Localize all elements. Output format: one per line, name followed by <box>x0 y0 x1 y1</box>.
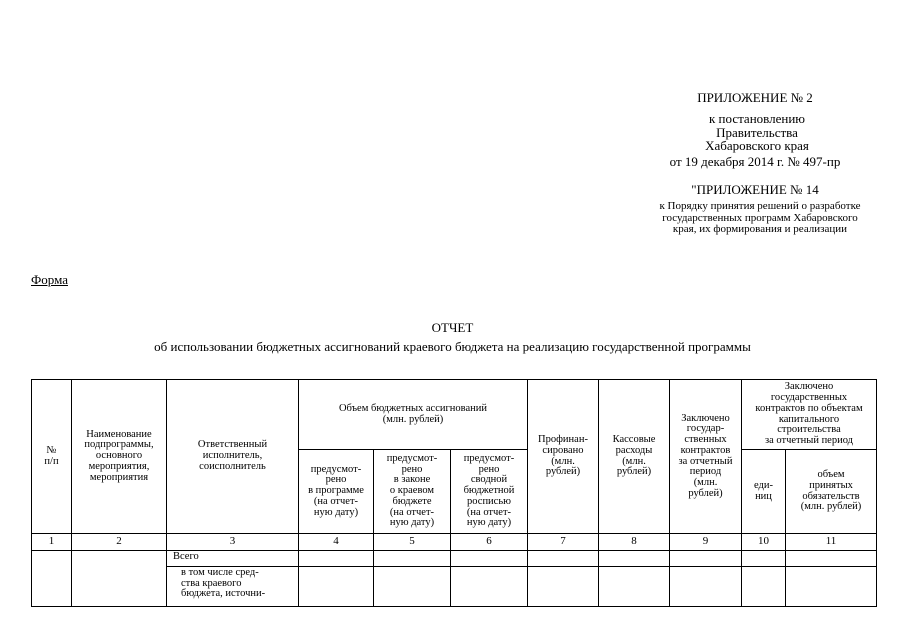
row-including-label: в том числе сред- ства краевого бюджета, источни- <box>167 567 299 607</box>
column-number: 10 <box>742 534 786 551</box>
column-number: 2 <box>72 534 167 551</box>
header-budget-group: Объем бюджетных ассигнований (млн. рублей) <box>299 380 528 450</box>
form-label: Форма <box>31 272 68 287</box>
appendix-title: ПРИЛОЖЕНИЕ № 2 <box>697 90 813 105</box>
decree-date: от 19 декабря 2014 г. № 497-пр <box>669 154 841 169</box>
column-number: 4 <box>299 534 374 551</box>
header-sub-volume: объем принятых обязательств (млн. рублей) <box>786 450 877 534</box>
header-contracts: Заключено государ- ственных контрактов за отчетный период (млн. рублей) <box>670 380 742 534</box>
decree-reference <box>672 112 842 153</box>
header-sub-units: еди- ниц <box>742 450 786 534</box>
header-capital-group: Заключено государственных контрактов по объектам капитального строительства за отчетный период <box>742 380 877 450</box>
column-number-row <box>32 534 877 551</box>
report-subtitle: об использовании бюджетных ассигнований краевого бюджета на реализацию государственной программы <box>154 339 751 354</box>
decree-line: Правительства <box>716 124 798 140</box>
report-table <box>31 379 877 607</box>
row-total-label: Всего <box>167 551 299 567</box>
column-number: 5 <box>374 534 451 551</box>
header-cash-expenses: Кассовые расходы (млн. рублей) <box>599 380 670 534</box>
header-sub-law: предусмот- рено в законе о краевом бюджете (на отчет- ную дату) <box>374 450 451 534</box>
column-number: 11 <box>786 534 877 551</box>
order-line: к Порядку принятия решений о разработке <box>659 200 861 212</box>
header-name: Наименование подпрограммы, основного мероприятия, мероприятия <box>72 380 167 534</box>
column-number: 6 <box>451 534 528 551</box>
header-financed: Профинан- сировано (млн. рублей) <box>528 380 599 534</box>
header-sub-program: предусмот- рено в программе (на отчет- ную дату) <box>299 450 374 534</box>
order-line: государственных программ Хабаровского <box>662 211 858 224</box>
appendix-title-2: "ПРИЛОЖЕНИЕ № 14 <box>691 182 819 197</box>
column-number: 8 <box>599 534 670 551</box>
column-number: 9 <box>670 534 742 551</box>
order-reference <box>640 201 880 236</box>
decree-line: к постановлению <box>708 111 806 126</box>
header-executor: Ответственный исполнитель, соисполнитель <box>167 380 299 534</box>
report-title: ОТЧЕТ <box>431 320 474 335</box>
column-number: 1 <box>32 534 72 551</box>
column-number: 7 <box>528 534 599 551</box>
order-line: края, их формирования и реализации <box>672 223 848 236</box>
header-sub-list: предусмот- рено сводной бюджетной росписью (на отчет- ную дату) <box>451 450 528 534</box>
decree-line: Хабаровского края <box>705 138 809 154</box>
column-number: 3 <box>167 534 299 551</box>
table-row <box>32 551 877 567</box>
header-number: № п/п <box>32 380 72 534</box>
